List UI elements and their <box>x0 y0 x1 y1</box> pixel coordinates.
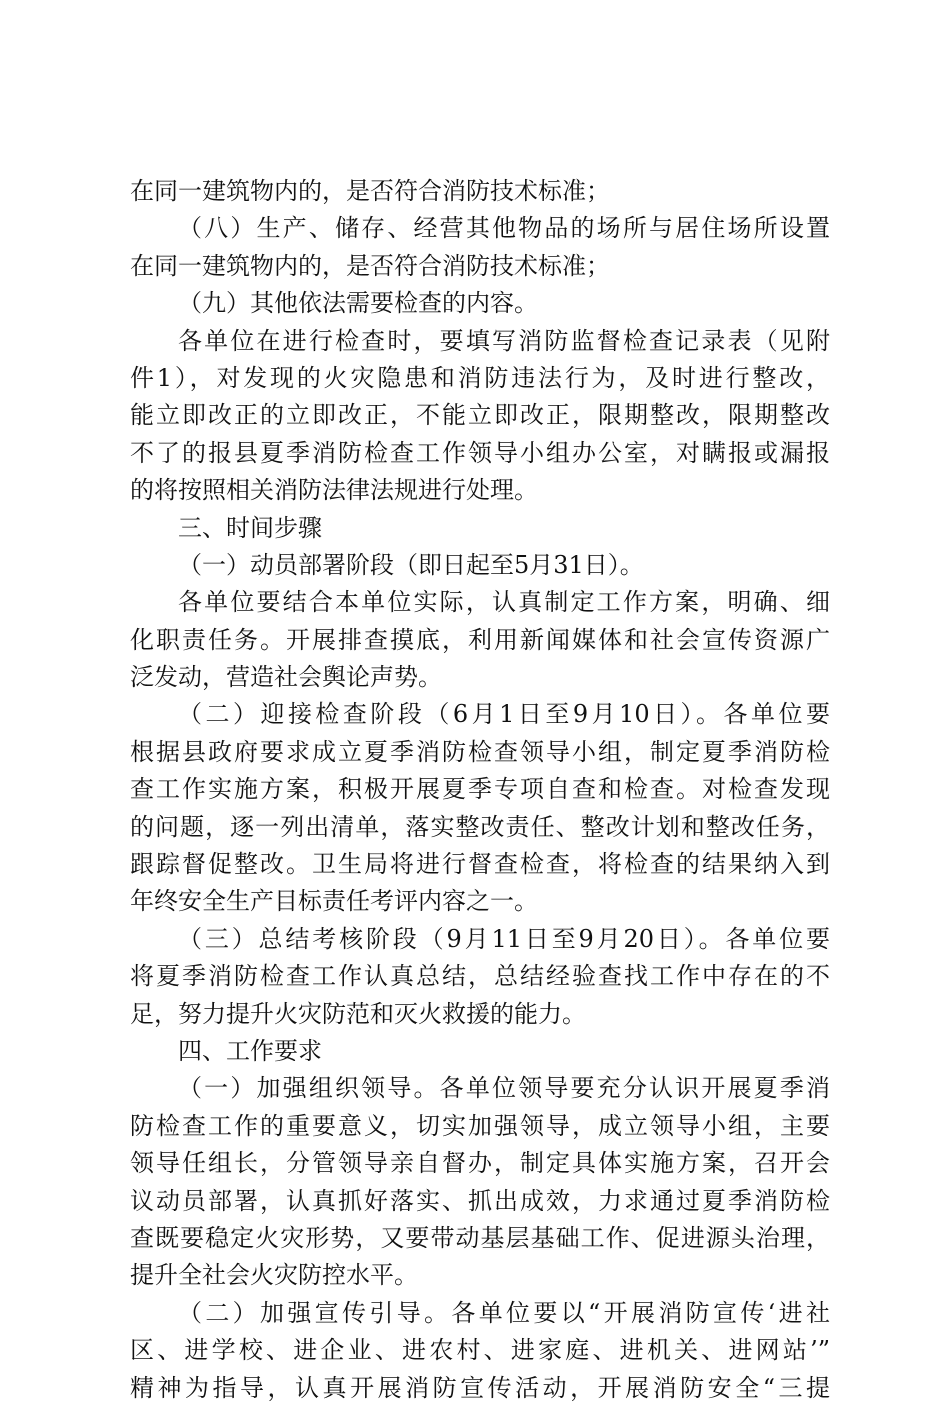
text-line: 议动员部署，认真抓好落实、抓出成效，力求通过夏季消防检 <box>130 1186 830 1215</box>
text-line: （一）动员部署阶段（即日起至5月31日）。 <box>178 550 644 579</box>
document-body <box>130 173 830 1407</box>
text-line: （八）生产、储存、经营其他物品的场所与居住场所设置 <box>178 214 830 243</box>
text-line: 查工作实施方案，积极开展夏季专项自查和检查。对检查发现 <box>130 775 830 804</box>
text-line: （三）总结考核阶段（9月11日至9月20日）。各单位要 <box>178 924 830 953</box>
text-line: 各单位在进行检查时，要填写消防监督检查记录表（见附 <box>178 326 830 355</box>
text-line: 年终安全生产目标责任考评内容之一。 <box>130 887 538 916</box>
text-line: 泛发动，营造社会舆论声势。 <box>130 663 442 692</box>
text-line: 能立即改正的立即改正，不能立即改正，限期整改，限期整改 <box>130 401 830 430</box>
text-line: 跟踪督促整改。卫生局将进行督查检查，将检查的结果纳入到 <box>130 850 830 879</box>
text-line: 在同一建筑物内的，是否符合消防技术标准； <box>130 251 610 280</box>
text-line: 查既要稳定火灾形势，又要带动基层基础工作、促进源头治理， <box>130 1223 830 1252</box>
text-line: （九）其他依法需要检查的内容。 <box>178 289 538 318</box>
text-line: 精神为指导，认真开展消防宣传活动，开展消防安全“三提 <box>130 1373 830 1402</box>
text-line: 在同一建筑物内的，是否符合消防技术标准； <box>130 177 610 205</box>
text-line: 不了的报县夏季消防检查工作领导小组办公室，对瞒报或漏报 <box>130 438 830 467</box>
text-line: 三、时间步骤 <box>178 513 322 542</box>
text-line: （二）迎接检查阶段（6月1日至9月10日）。各单位要 <box>178 700 830 729</box>
text-line: 防检查工作的重要意义，切实加强领导，成立领导小组，主要 <box>130 1111 830 1140</box>
text-line: 提升全社会火灾防控水平。 <box>130 1261 418 1290</box>
text-line: 领导任组长，分管领导亲自督办，制定具体实施方案，召开会 <box>130 1149 830 1178</box>
text-line: 根据县政府要求成立夏季消防检查领导小组，制定夏季消防检 <box>130 737 830 766</box>
text-line: 化职责任务。开展排查摸底，利用新闻媒体和社会宣传资源广 <box>130 625 830 654</box>
text-line: 各单位要结合本单位实际，认真制定工作方案，明确、细 <box>178 588 830 617</box>
text-line: 的将按照相关消防法律法规进行处理。 <box>130 476 538 505</box>
text-line: （一）加强组织领导。各单位领导要充分认识开展夏季消 <box>178 1074 830 1103</box>
text-line: 件1），对发现的火灾隐患和消防违法行为，及时进行整改， <box>130 363 830 392</box>
text-line: 四、工作要求 <box>178 1036 322 1065</box>
text-line: 的问题，逐一列出清单，落实整改责任、整改计划和整改任务， <box>130 812 830 841</box>
text-line: 足，努力提升火灾防范和灭火救援的能力。 <box>130 999 586 1028</box>
text-line: 将夏季消防检查工作认真总结，总结经验查找工作中存在的不 <box>130 962 830 991</box>
text-line: （二）加强宣传引导。各单位要以“开展消防宣传‘进社 <box>178 1298 830 1327</box>
text-line: 区、进学校、进企业、进农村、进家庭、进机关、进网站’” <box>130 1336 830 1365</box>
